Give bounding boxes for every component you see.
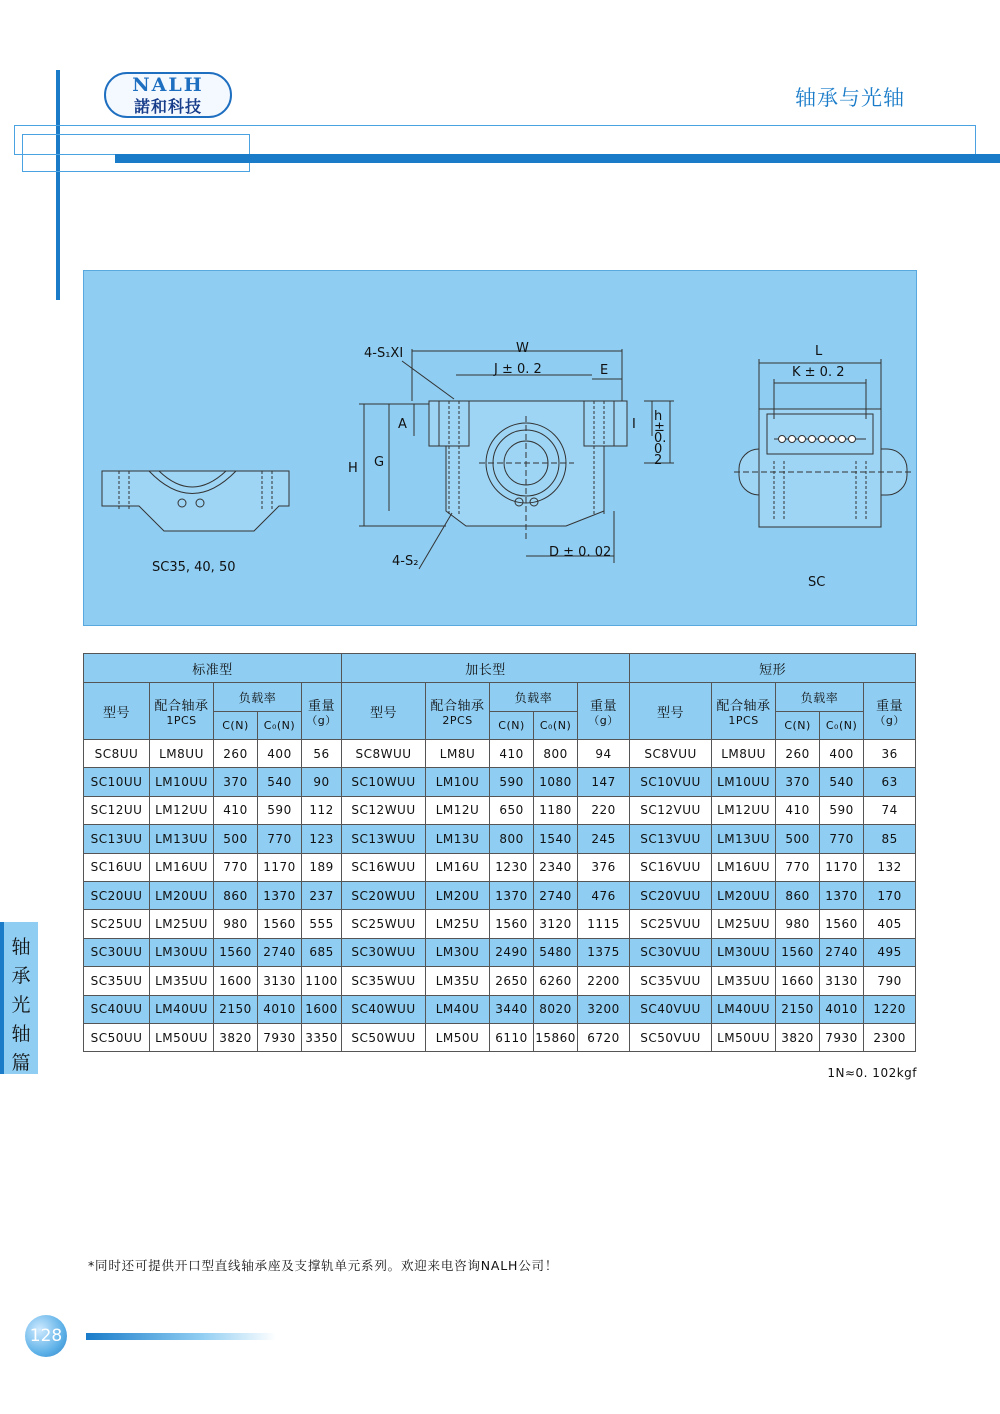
table-cell: 1560 xyxy=(214,938,258,966)
table-cell: LM16UU xyxy=(150,853,214,881)
view-sc35-50-icon xyxy=(102,471,289,531)
label-g: G xyxy=(374,455,385,470)
table-cell: SC35VUU xyxy=(630,967,712,995)
table-cell: 56 xyxy=(302,740,342,768)
header-load: 负载率 xyxy=(214,683,302,712)
table-cell: 189 xyxy=(302,853,342,881)
table-cell: 245 xyxy=(578,825,630,853)
table-cell: LM10UU xyxy=(150,768,214,796)
label-h-height: H xyxy=(348,461,358,476)
table-cell: 94 xyxy=(578,740,630,768)
table-cell: 132 xyxy=(864,853,916,881)
table-cell: 7930 xyxy=(258,1023,302,1051)
header-c: C(N) xyxy=(776,712,820,740)
table-cell: 2300 xyxy=(864,1023,916,1051)
table-cell: 220 xyxy=(578,796,630,824)
table-cell: 237 xyxy=(302,881,342,909)
table-cell: 85 xyxy=(864,825,916,853)
table-cell: 3120 xyxy=(534,910,578,938)
table-cell: 860 xyxy=(776,881,820,909)
header-weight xyxy=(578,683,630,740)
table-cell: 1080 xyxy=(534,768,578,796)
header-bar xyxy=(115,154,1000,163)
header-weight-label: 重量 xyxy=(308,698,336,714)
header-load: 负载率 xyxy=(490,683,578,712)
table-cell: SC12UU xyxy=(84,796,150,824)
table-cell: SC25UU xyxy=(84,910,150,938)
table-cell: SC40VUU xyxy=(630,995,712,1023)
spec-table xyxy=(83,653,916,1052)
table-cell: 860 xyxy=(214,881,258,909)
header-c: C(N) xyxy=(214,712,258,740)
table-cell: 3130 xyxy=(820,967,864,995)
page-title: 轴承与光轴 xyxy=(795,86,905,110)
view-front-icon xyxy=(359,349,674,569)
table-cell: LM13UU xyxy=(150,825,214,853)
footer-bar xyxy=(86,1333,276,1340)
table-cell: LM30U xyxy=(426,938,490,966)
table-cell: 6720 xyxy=(578,1023,630,1051)
table-cell: LM10UU xyxy=(712,768,776,796)
table-cell: SC40UU xyxy=(84,995,150,1023)
group-standard: 标准型 xyxy=(84,654,342,683)
table-cell: 376 xyxy=(578,853,630,881)
header-model: 型号 xyxy=(630,683,712,740)
table-cell: SC20VUU xyxy=(630,881,712,909)
table-row xyxy=(84,938,916,966)
table-cell: 112 xyxy=(302,796,342,824)
table-cell: 1170 xyxy=(820,853,864,881)
table-cell: 410 xyxy=(214,796,258,824)
header-bearing-label: 配合轴承 xyxy=(154,698,209,714)
table-cell: 770 xyxy=(776,853,820,881)
table-cell: 3350 xyxy=(302,1023,342,1051)
table-cell: SC35UU xyxy=(84,967,150,995)
header-c0: C₀(N) xyxy=(820,712,864,740)
header-load: 负载率 xyxy=(776,683,864,712)
table-cell: 1540 xyxy=(534,825,578,853)
table-cell: SC25VUU xyxy=(630,910,712,938)
table-row xyxy=(84,740,916,768)
header-weight xyxy=(302,683,342,740)
table-cell: 1115 xyxy=(578,910,630,938)
table-cell: 540 xyxy=(258,768,302,796)
table-cell: 800 xyxy=(490,825,534,853)
table-cell: 3130 xyxy=(258,967,302,995)
table-cell: LM20UU xyxy=(150,881,214,909)
table-row xyxy=(84,910,916,938)
table-cell: SC50VUU xyxy=(630,1023,712,1051)
table-cell: 770 xyxy=(258,825,302,853)
label-e: E xyxy=(600,363,609,378)
group-short: 短形 xyxy=(630,654,916,683)
side-tab-char: 光 xyxy=(11,994,31,1016)
table-cell: 1370 xyxy=(490,881,534,909)
table-cell: LM40U xyxy=(426,995,490,1023)
header-bearing-label: 配合轴承 xyxy=(430,698,485,714)
table-cell: SC12WUU xyxy=(342,796,426,824)
table-cell: 2340 xyxy=(534,853,578,881)
side-tab-char: 承 xyxy=(11,965,31,987)
table-cell: 2150 xyxy=(214,995,258,1023)
table-cell: LM25U xyxy=(426,910,490,938)
table-cell: LM12UU xyxy=(712,796,776,824)
header-weight-label: 重量 xyxy=(590,698,618,714)
table-cell: 1660 xyxy=(776,967,820,995)
table-cell: SC10WUU xyxy=(342,768,426,796)
header-bearing xyxy=(150,683,214,740)
table-cell: 1100 xyxy=(302,967,342,995)
table-cell: 400 xyxy=(820,740,864,768)
label-i: I xyxy=(632,417,636,432)
header-c0: C₀(N) xyxy=(258,712,302,740)
table-cell: 2740 xyxy=(534,881,578,909)
table-cell: 74 xyxy=(864,796,916,824)
table-cell: 2650 xyxy=(490,967,534,995)
header-bearing xyxy=(426,683,490,740)
table-cell: LM12U xyxy=(426,796,490,824)
table-cell: 2200 xyxy=(578,967,630,995)
label-h-tolerance: h ± 0. 02 xyxy=(654,409,667,468)
spec-table-body xyxy=(84,740,916,1052)
table-cell: SC12VUU xyxy=(630,796,712,824)
table-cell: SC20WUU xyxy=(342,881,426,909)
table-cell: 500 xyxy=(776,825,820,853)
table-cell: 410 xyxy=(776,796,820,824)
table-cell: 2740 xyxy=(258,938,302,966)
table-cell: LM8UU xyxy=(712,740,776,768)
side-tab-char: 篇 xyxy=(11,1052,31,1074)
table-cell: 650 xyxy=(490,796,534,824)
table-cell: 4010 xyxy=(258,995,302,1023)
header-c0: C₀(N) xyxy=(534,712,578,740)
table-cell: LM25UU xyxy=(150,910,214,938)
table-cell: LM20UU xyxy=(712,881,776,909)
table-cell: 540 xyxy=(820,768,864,796)
label-k: K ± 0. 2 xyxy=(792,365,845,380)
table-cell: LM8UU xyxy=(150,740,214,768)
header-c: C(N) xyxy=(490,712,534,740)
table-cell: 1170 xyxy=(258,853,302,881)
table-cell: 590 xyxy=(820,796,864,824)
label-a: A xyxy=(398,417,407,432)
table-cell: LM40UU xyxy=(150,995,214,1023)
table-cell: 410 xyxy=(490,740,534,768)
table-cell: 555 xyxy=(302,910,342,938)
table-cell: SC8VUU xyxy=(630,740,712,768)
table-cell: 790 xyxy=(864,967,916,995)
header-model: 型号 xyxy=(342,683,426,740)
table-cell: 370 xyxy=(776,768,820,796)
table-cell: LM50UU xyxy=(150,1023,214,1051)
table-cell: LM30UU xyxy=(150,938,214,966)
table-cell: LM50UU xyxy=(712,1023,776,1051)
header-bearing-qty: 2PCS xyxy=(442,713,473,727)
table-cell: 6110 xyxy=(490,1023,534,1051)
table-cell: LM35U xyxy=(426,967,490,995)
label-hole-top: 4-S₁XI xyxy=(364,346,404,361)
side-tab-char: 轴 xyxy=(11,936,31,958)
table-cell: LM13U xyxy=(426,825,490,853)
table-cell: SC13UU xyxy=(84,825,150,853)
table-cell: 476 xyxy=(578,881,630,909)
table-cell: SC25WUU xyxy=(342,910,426,938)
header-weight-unit: （g） xyxy=(874,713,905,727)
header-model: 型号 xyxy=(84,683,150,740)
unit-note: 1N≈0. 102kgf xyxy=(827,1066,917,1080)
table-cell: 1220 xyxy=(864,995,916,1023)
table-cell: 400 xyxy=(258,740,302,768)
table-cell: 800 xyxy=(534,740,578,768)
company-logo xyxy=(104,72,232,118)
table-cell: 260 xyxy=(214,740,258,768)
table-cell: SC8UU xyxy=(84,740,150,768)
table-cell: SC30WUU xyxy=(342,938,426,966)
table-cell: 147 xyxy=(578,768,630,796)
table-cell: 500 xyxy=(214,825,258,853)
table-cell: LM35UU xyxy=(150,967,214,995)
table-cell: SC13VUU xyxy=(630,825,712,853)
table-cell: 1370 xyxy=(820,881,864,909)
table-cell: SC16UU xyxy=(84,853,150,881)
table-cell: 590 xyxy=(258,796,302,824)
table-cell: SC13WUU xyxy=(342,825,426,853)
table-cell: 980 xyxy=(214,910,258,938)
table-cell: LM16U xyxy=(426,853,490,881)
logo-text-cn: 諾和科技 xyxy=(133,97,202,116)
side-tab-char: 轴 xyxy=(11,1023,31,1045)
table-cell: SC50UU xyxy=(84,1023,150,1051)
table-row xyxy=(84,881,916,909)
header-bearing-label: 配合轴承 xyxy=(716,698,771,714)
table-cell: 2150 xyxy=(776,995,820,1023)
table-cell: SC16VUU xyxy=(630,853,712,881)
table-cell: 15860 xyxy=(534,1023,578,1051)
label-hole-bottom: 4-S₂ xyxy=(392,554,419,569)
table-cell: 1600 xyxy=(214,967,258,995)
page-number: 128 xyxy=(29,1326,63,1346)
table-cell: LM35UU xyxy=(712,967,776,995)
table-row xyxy=(84,995,916,1023)
table-cell: 3820 xyxy=(214,1023,258,1051)
label-j: J ± 0. 2 xyxy=(494,362,542,377)
table-cell: 405 xyxy=(864,910,916,938)
table-cell: SC8WUU xyxy=(342,740,426,768)
table-cell: 2490 xyxy=(490,938,534,966)
table-cell: 770 xyxy=(214,853,258,881)
header-weight-unit: （g） xyxy=(588,713,619,727)
table-cell: SC10VUU xyxy=(630,768,712,796)
table-cell: 5480 xyxy=(534,938,578,966)
table-cell: 90 xyxy=(302,768,342,796)
table-cell: LM40UU xyxy=(712,995,776,1023)
table-cell: 4010 xyxy=(820,995,864,1023)
table-cell: SC40WUU xyxy=(342,995,426,1023)
header-frame-inner xyxy=(22,134,250,172)
table-cell: SC30VUU xyxy=(630,938,712,966)
header-weight xyxy=(864,683,916,740)
table-row xyxy=(84,1023,916,1051)
table-row xyxy=(84,825,916,853)
header-vertical-rule xyxy=(56,70,60,300)
table-cell: 8020 xyxy=(534,995,578,1023)
table-cell: SC10UU xyxy=(84,768,150,796)
header-bearing xyxy=(712,683,776,740)
table-cell: SC30UU xyxy=(84,938,150,966)
caption-sc: SC xyxy=(808,575,826,590)
table-cell: LM12UU xyxy=(150,796,214,824)
table-cell: 3200 xyxy=(578,995,630,1023)
table-cell: 6260 xyxy=(534,967,578,995)
table-cell: 1375 xyxy=(578,938,630,966)
table-cell: LM13UU xyxy=(712,825,776,853)
table-cell: 590 xyxy=(490,768,534,796)
footnote: *同时还可提供开口型直线轴承座及支撑轨单元系列。欢迎来电咨询NALH公司！ xyxy=(88,1258,559,1273)
table-cell: 770 xyxy=(820,825,864,853)
table-cell: 1560 xyxy=(776,938,820,966)
table-cell: 685 xyxy=(302,938,342,966)
table-row xyxy=(84,796,916,824)
table-cell: 123 xyxy=(302,825,342,853)
table-cell: 63 xyxy=(864,768,916,796)
table-cell: 1230 xyxy=(490,853,534,881)
header-weight-label: 重量 xyxy=(876,698,904,714)
table-row xyxy=(84,768,916,796)
table-cell: 3440 xyxy=(490,995,534,1023)
table-cell: 7930 xyxy=(820,1023,864,1051)
group-long: 加长型 xyxy=(342,654,630,683)
table-cell: 980 xyxy=(776,910,820,938)
header-bearing-qty: 1PCS xyxy=(728,713,759,727)
table-cell: LM50U xyxy=(426,1023,490,1051)
table-row xyxy=(84,853,916,881)
table-cell: 1600 xyxy=(302,995,342,1023)
table-cell: LM30UU xyxy=(712,938,776,966)
table-cell: 170 xyxy=(864,881,916,909)
table-cell: 1560 xyxy=(258,910,302,938)
table-cell: LM25UU xyxy=(712,910,776,938)
table-row xyxy=(84,967,916,995)
table-cell: SC35WUU xyxy=(342,967,426,995)
table-cell: LM20U xyxy=(426,881,490,909)
technical-drawing-panel xyxy=(83,270,917,626)
header-bearing-qty: 1PCS xyxy=(166,713,197,727)
table-cell: 3820 xyxy=(776,1023,820,1051)
table-cell: 1180 xyxy=(534,796,578,824)
table-cell: 495 xyxy=(864,938,916,966)
table-cell: LM10U xyxy=(426,768,490,796)
table-cell: 370 xyxy=(214,768,258,796)
label-l: L xyxy=(815,344,823,359)
table-cell: 1370 xyxy=(258,881,302,909)
label-w: W xyxy=(516,341,529,356)
table-cell: 1560 xyxy=(490,910,534,938)
logo-text-en: NALH xyxy=(132,74,204,96)
table-cell: LM16UU xyxy=(712,853,776,881)
caption-sc35-50: SC35, 40, 50 xyxy=(152,560,236,575)
table-cell: 260 xyxy=(776,740,820,768)
table-cell: SC16WUU xyxy=(342,853,426,881)
table-cell: 1560 xyxy=(820,910,864,938)
table-cell: LM8U xyxy=(426,740,490,768)
table-cell: SC50WUU xyxy=(342,1023,426,1051)
table-cell: 2740 xyxy=(820,938,864,966)
view-side-icon xyxy=(734,359,912,527)
table-cell: 36 xyxy=(864,740,916,768)
label-d: D ± 0. 02 xyxy=(549,545,612,560)
side-section-tab xyxy=(0,922,38,1074)
header-weight-unit: （g） xyxy=(306,713,337,727)
table-cell: SC20UU xyxy=(84,881,150,909)
